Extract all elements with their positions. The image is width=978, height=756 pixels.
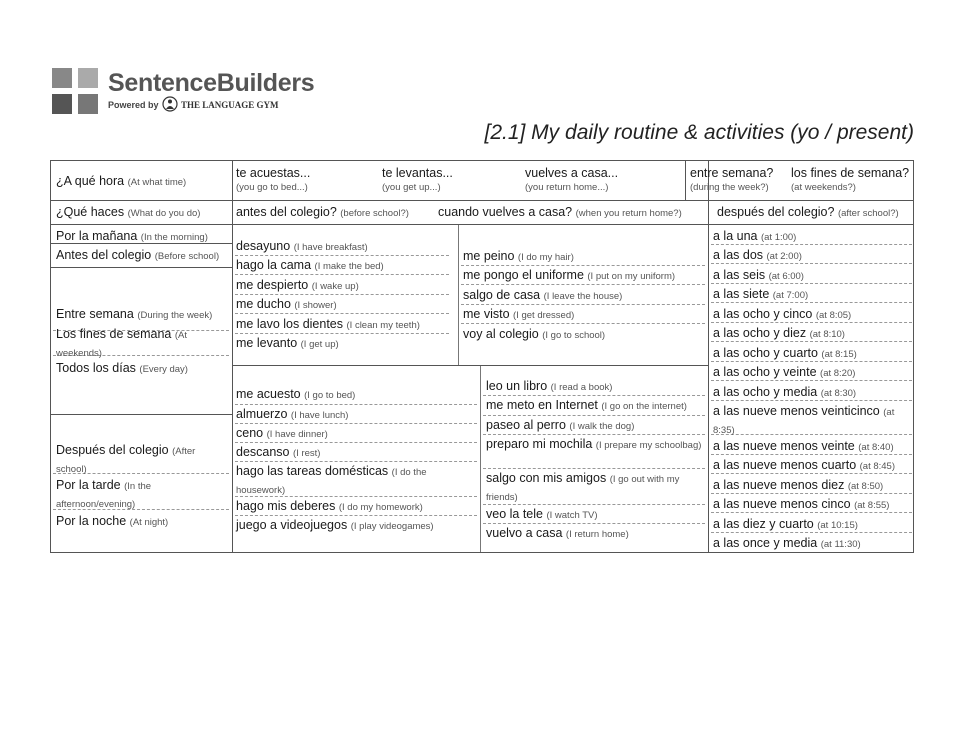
activity-phrase xyxy=(486,378,612,396)
phrase-en: (I do my hair) xyxy=(517,252,574,263)
phrase-en: (I go to bed) xyxy=(304,390,356,401)
phrase-es: a las once y media xyxy=(713,536,818,550)
phrase-en: (I go on the internet) xyxy=(601,401,687,412)
phrase-es: a la una xyxy=(713,229,758,243)
column-divider xyxy=(480,365,481,552)
language-gym-label: THE LANGUAGE GYM xyxy=(181,100,279,110)
phrase-es: a las nueve menos diez xyxy=(713,478,845,492)
logo-square-icon xyxy=(52,94,72,114)
time-phrase xyxy=(56,360,188,378)
phrase-en: (at 8:05) xyxy=(815,310,852,321)
phrase-es: a las seis xyxy=(713,268,766,282)
phrase-es: almuerzo xyxy=(236,407,288,421)
phrase-en: (at 7:00) xyxy=(772,290,809,301)
row-divider xyxy=(232,365,708,366)
phrase-en: (I go out with my friends) xyxy=(486,474,680,503)
activity-phrase xyxy=(236,425,328,443)
clock-time xyxy=(713,325,845,343)
phrase-en: (I play videogames) xyxy=(350,521,434,532)
phrase-en: (I go to school) xyxy=(542,330,606,341)
clock-time xyxy=(713,364,855,382)
phrase-en: (I return home) xyxy=(565,529,629,540)
phrase-es: me lavo los dientes xyxy=(236,317,344,331)
logo-square-icon xyxy=(52,68,72,88)
activity-phrase xyxy=(236,406,348,424)
phrase-en: (I get up) xyxy=(300,339,339,350)
phrase-en: (at 8:55) xyxy=(854,500,890,511)
phrase-en: (At night) xyxy=(129,517,169,528)
activity-phrase xyxy=(486,525,629,543)
phrase-en: (During the week) xyxy=(137,310,213,321)
activity-phrase xyxy=(236,277,359,295)
activity-phrase xyxy=(236,257,384,275)
logo-square-icon xyxy=(78,68,98,88)
phrase-en: (Before school) xyxy=(154,251,220,262)
phrase-es: descanso xyxy=(236,445,290,459)
phrase-es: a las ocho y cuarto xyxy=(713,346,818,360)
logo-brand-name: SentenceBuilders xyxy=(108,69,315,97)
row2-option xyxy=(717,204,899,222)
phrase-es: a las nueve menos cinco xyxy=(713,497,851,511)
phrase-en: (I make the bed) xyxy=(314,261,384,272)
phrase-en: (I prepare my schoolbag) xyxy=(595,440,702,451)
phrase-es: Por la noche xyxy=(56,514,127,528)
activity-phrase xyxy=(236,316,420,334)
phrase-en: (I have lunch) xyxy=(290,410,349,421)
clock-time xyxy=(713,438,894,456)
time-phrase xyxy=(56,477,228,513)
phrase-es: Antes del colegio xyxy=(56,248,152,262)
phrase-es: me despierto xyxy=(236,278,309,292)
option-en: (after school?) xyxy=(837,208,899,219)
row1-left-es: ¿A qué hora xyxy=(56,174,125,188)
activity-phrase xyxy=(236,238,368,256)
clock-time xyxy=(713,286,808,304)
option-es: los fines de semana? xyxy=(791,166,910,180)
phrase-es: me visto xyxy=(463,307,510,321)
clock-time xyxy=(713,516,858,534)
phrase-en: (I get dressed) xyxy=(513,310,575,321)
phrase-en: (at 8:40) xyxy=(858,442,894,453)
activity-phrase xyxy=(463,248,574,266)
phrase-es: vuelvo a casa xyxy=(486,526,563,540)
activity-phrase xyxy=(236,386,355,404)
phrase-en: (I read a book) xyxy=(550,382,613,393)
phrase-en: (I do my homework) xyxy=(338,502,423,513)
clock-time xyxy=(713,345,857,363)
clock-time xyxy=(713,247,802,265)
phrase-es: a las ocho y cinco xyxy=(713,307,813,321)
phrase-es: a las dos xyxy=(713,248,764,262)
row-divider xyxy=(51,414,232,415)
phrase-es: preparo mi mochila xyxy=(486,437,593,451)
row-divider xyxy=(51,267,232,268)
option-en: (before school?) xyxy=(340,208,409,219)
activity-phrase xyxy=(463,287,622,305)
phrase-es: me meto en Internet xyxy=(486,398,598,412)
phrase-es: a las siete xyxy=(713,287,770,301)
phrase-es: voy al colegio xyxy=(463,327,539,341)
phrase-en: (at 8:35) xyxy=(713,407,895,436)
activity-phrase xyxy=(486,470,704,506)
activity-phrase xyxy=(236,517,434,535)
option-en: (at weekends?) xyxy=(791,182,856,193)
phrase-es: salgo con mis amigos xyxy=(486,471,607,485)
option-es: después del colegio? xyxy=(717,205,835,219)
activity-phrase xyxy=(236,335,339,353)
row2-option xyxy=(438,204,682,222)
phrase-es: Todos los días xyxy=(56,361,136,375)
option-en: (you get up...) xyxy=(382,182,441,193)
clock-time xyxy=(713,477,883,495)
phrase-es: ceno xyxy=(236,426,264,440)
column-divider xyxy=(232,161,233,552)
option-es: cuando vuelves a casa? xyxy=(438,205,573,219)
activity-phrase xyxy=(486,417,634,435)
phrase-en: (I put on my uniform) xyxy=(587,271,676,282)
row1-left-header xyxy=(56,173,186,191)
phrase-en: (at 8:20) xyxy=(820,368,856,379)
option-en: (during the week?) xyxy=(690,182,769,193)
phrase-es: a las ocho y veinte xyxy=(713,365,817,379)
phrase-es: veo la tele xyxy=(486,507,543,521)
phrase-es: me ducho xyxy=(236,297,291,311)
row1-option xyxy=(525,165,618,194)
phrase-en: (In the morning) xyxy=(140,232,208,243)
option-es: antes del colegio? xyxy=(236,205,337,219)
phrase-en: (I have dinner) xyxy=(266,429,328,440)
phrase-en: (at 8:45) xyxy=(859,461,896,472)
phrase-es: Por la mañana xyxy=(56,229,138,243)
phrase-es: a las nueve menos veinte xyxy=(713,439,855,453)
phrase-es: hago las tareas domésticas xyxy=(236,464,389,478)
phrase-en: (at 8:15) xyxy=(821,349,857,360)
dashed-divider xyxy=(483,468,705,469)
phrase-en: (I have breakfast) xyxy=(293,242,368,253)
option-en: (you go to bed...) xyxy=(236,182,308,193)
phrase-en: (at 8:10) xyxy=(809,329,845,340)
phrase-es: me peino xyxy=(463,249,515,263)
row2-left-header xyxy=(56,204,200,222)
phrase-es: juego a videojuegos xyxy=(236,518,348,532)
option-en: (when you return home?) xyxy=(575,208,682,219)
dashed-divider xyxy=(483,415,705,416)
phrase-es: leo un libro xyxy=(486,379,548,393)
phrase-en: (at 2:00) xyxy=(766,251,802,262)
phrase-en: (at 10:15) xyxy=(817,520,858,531)
row1-option xyxy=(382,165,453,194)
language-gym-icon xyxy=(162,96,178,112)
activity-phrase xyxy=(236,498,423,516)
phrase-en: (At weekends) xyxy=(56,330,187,359)
phrase-en: (In the afternoon/evening) xyxy=(56,481,152,510)
phrase-en: (I wake up) xyxy=(311,281,359,292)
row2-left-es: ¿Qué haces xyxy=(56,205,125,219)
phrase-es: desayuno xyxy=(236,239,291,253)
powered-by-label: Powered by xyxy=(108,100,159,110)
phrase-en: (at 8:50) xyxy=(847,481,884,492)
phrase-es: a las nueve menos cuarto xyxy=(713,458,857,472)
clock-time xyxy=(713,496,889,514)
row2-option xyxy=(236,204,409,222)
phrase-en: (I leave the house) xyxy=(543,291,623,302)
time-phrase xyxy=(56,513,168,531)
phrase-en: (at 6:00) xyxy=(768,271,804,282)
phrase-es: a las ocho y media xyxy=(713,385,818,399)
phrase-es: me acuesto xyxy=(236,387,301,401)
time-phrase xyxy=(56,247,219,265)
column-divider xyxy=(708,161,709,552)
phrase-es: paseo al perro xyxy=(486,418,566,432)
phrase-es: a las nueve menos veinticinco xyxy=(713,404,880,418)
column-divider xyxy=(458,225,459,365)
option-en: (you return home...) xyxy=(525,182,609,193)
clock-time xyxy=(713,457,895,475)
dashed-divider xyxy=(235,404,477,405)
row2-left-en: (What do you do) xyxy=(127,208,201,219)
phrase-es: a las ocho y diez xyxy=(713,326,807,340)
clock-time xyxy=(713,535,861,553)
time-phrase xyxy=(56,228,208,246)
phrase-es: Después del colegio xyxy=(56,443,169,457)
logo-square-icon xyxy=(78,94,98,114)
phrase-en: (I clean my teeth) xyxy=(346,320,420,331)
row-divider xyxy=(51,224,913,225)
phrase-es: hago la cama xyxy=(236,258,312,272)
activity-phrase xyxy=(486,506,598,524)
activity-phrase xyxy=(236,296,337,314)
column-divider xyxy=(685,161,686,201)
sentence-builders-logo xyxy=(52,68,315,120)
option-es: entre semana? xyxy=(690,166,774,180)
clock-time xyxy=(713,384,856,402)
clock-time xyxy=(713,306,851,324)
time-phrase xyxy=(56,306,212,324)
clock-time xyxy=(713,228,796,246)
phrase-en: (I do the housework) xyxy=(236,467,427,496)
activity-phrase xyxy=(236,444,320,462)
page-title: [2.1] My daily routine & activities (yo / present) xyxy=(484,121,914,144)
activity-phrase xyxy=(463,306,574,324)
phrase-en: (I shower) xyxy=(294,300,337,311)
row-divider xyxy=(51,200,913,201)
phrase-en: (Every day) xyxy=(139,364,188,375)
phrase-en: (I watch TV) xyxy=(546,510,598,521)
sentence-builder-table xyxy=(50,160,914,553)
option-es: te levantas... xyxy=(382,166,453,180)
clock-time xyxy=(713,267,804,285)
phrase-es: Por la tarde xyxy=(56,478,121,492)
activity-phrase xyxy=(463,267,675,285)
row1-option xyxy=(236,165,310,194)
clock-time xyxy=(713,403,911,439)
phrase-en: (at 1:00) xyxy=(760,232,797,243)
activity-phrase xyxy=(236,463,476,499)
activity-phrase xyxy=(486,436,704,454)
phrase-es: hago mis deberes xyxy=(236,499,336,513)
time-phrase xyxy=(56,326,228,362)
activity-phrase xyxy=(463,326,605,344)
phrase-es: a las diez y cuarto xyxy=(713,517,814,531)
row1-option xyxy=(690,165,773,194)
phrase-en: (After school) xyxy=(56,446,196,475)
phrase-es: Los fines de semana xyxy=(56,327,172,341)
phrase-en: (at 11:30) xyxy=(820,539,861,550)
option-es: te acuestas... xyxy=(236,166,311,180)
phrase-en: (I walk the dog) xyxy=(569,421,635,432)
phrase-en: (I rest) xyxy=(293,448,321,459)
phrase-es: me pongo el uniforme xyxy=(463,268,584,282)
row1-left-en: (At what time) xyxy=(127,177,187,188)
phrase-en: (at 8:30) xyxy=(820,388,857,399)
time-phrase xyxy=(56,442,228,478)
activity-phrase xyxy=(486,397,687,415)
option-es: vuelves a casa... xyxy=(525,166,619,180)
row1-option xyxy=(791,165,909,194)
phrase-es: Entre semana xyxy=(56,307,134,321)
phrase-es: salgo de casa xyxy=(463,288,541,302)
phrase-es: me levanto xyxy=(236,336,298,350)
